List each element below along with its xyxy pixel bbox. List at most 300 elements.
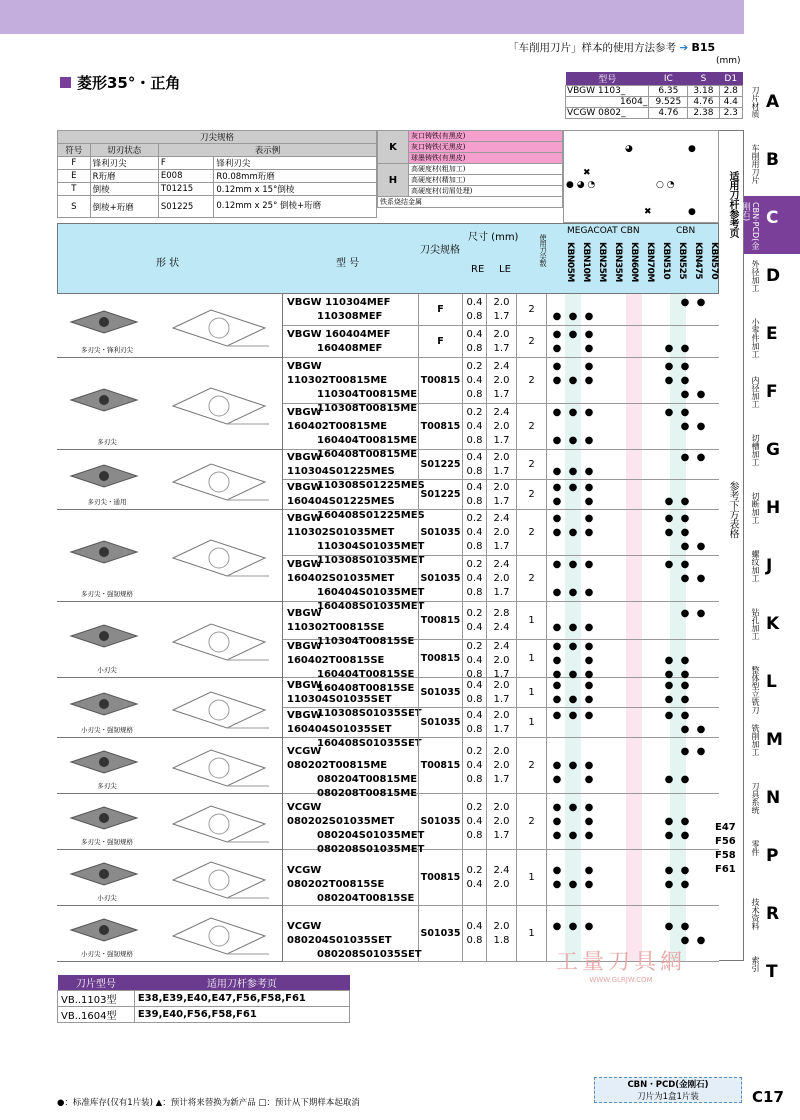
insert-drawing-icon bbox=[165, 528, 277, 580]
tab-label: 刀片材质 bbox=[751, 86, 760, 118]
stock-mark: ● bbox=[552, 435, 562, 446]
tip-code: T00815 bbox=[419, 738, 463, 793]
insert-photo-icon bbox=[69, 690, 139, 718]
use-count: 1 bbox=[517, 678, 547, 707]
stock-mark: ● bbox=[680, 541, 690, 552]
table-row bbox=[283, 556, 719, 612]
watermark: 工量刀具網 WWW.GLRJW.COM bbox=[555, 950, 686, 984]
le-cell: 2.4 2.0 1.7 bbox=[487, 510, 517, 555]
stock-mark: ● bbox=[680, 724, 690, 735]
stock-mark: ● bbox=[584, 760, 594, 771]
tab-label: 外径加工 bbox=[751, 260, 760, 292]
grade-marks bbox=[547, 850, 719, 905]
use-count: 2 bbox=[517, 794, 547, 849]
le-cell: 2.0 1.7 bbox=[487, 480, 517, 509]
tab-r[interactable] bbox=[744, 892, 800, 950]
tab-l[interactable] bbox=[744, 660, 800, 718]
stock-mark: ● bbox=[584, 694, 594, 705]
tip-code: T00815 bbox=[419, 358, 463, 403]
re-cell: 0.4 0.8 bbox=[463, 906, 487, 961]
stock-mark: ● bbox=[568, 527, 578, 538]
tip-code: S01035 bbox=[419, 794, 463, 849]
model-cell bbox=[283, 678, 422, 719]
re-cell: 0.2 0.4 0.8 bbox=[463, 510, 487, 555]
grade-marks bbox=[547, 602, 719, 639]
material-grade-grid bbox=[563, 130, 719, 223]
model-number: 160408S01035MET bbox=[317, 601, 425, 612]
stock-mark: ● bbox=[680, 496, 690, 507]
insert-photo-icon bbox=[69, 462, 139, 490]
tab-label: CBN·PCD(金刚石) bbox=[742, 202, 760, 250]
shape-block bbox=[57, 294, 719, 358]
stock-mark: ● bbox=[664, 710, 674, 721]
use-count: 1 bbox=[517, 906, 547, 961]
stock-mark: ● bbox=[552, 407, 562, 418]
tab-h[interactable] bbox=[744, 486, 800, 544]
shape-block bbox=[57, 510, 719, 612]
model-number: 110308T00815ME bbox=[317, 403, 418, 414]
stock-mark: ● bbox=[664, 921, 674, 932]
grid-mark: ◕ bbox=[625, 144, 633, 154]
model-number: 160408T00815SE bbox=[317, 683, 415, 694]
model-number: VBGW 160404S01035SET bbox=[287, 710, 392, 735]
model-number: 110308MEF bbox=[317, 311, 383, 322]
stock-mark: ● bbox=[680, 421, 690, 432]
tab-label: 切断加工 bbox=[751, 492, 760, 524]
stock-mark: ● bbox=[680, 452, 690, 463]
stock-mark: ● bbox=[584, 802, 594, 813]
shape-label: 小刃尖・强韧规格 bbox=[81, 726, 133, 734]
grid-mark: ● ◕ ◔ bbox=[566, 180, 596, 190]
insert-drawing-icon bbox=[165, 452, 277, 504]
le-cell: 2.0 1.7 bbox=[487, 678, 517, 707]
stock-mark: ● bbox=[584, 641, 594, 652]
tab-letter: F bbox=[766, 382, 778, 402]
stock-mark: ● bbox=[680, 407, 690, 418]
stock-mark: ● bbox=[680, 389, 690, 400]
use-count: 2 bbox=[517, 510, 547, 555]
model-number: 160408MEF bbox=[317, 343, 383, 354]
stock-mark: ● bbox=[552, 311, 562, 322]
model-number: VCGW 080202T00815ME bbox=[287, 746, 388, 771]
tab-letter: E bbox=[766, 324, 778, 344]
stock-mark: ● bbox=[552, 527, 562, 538]
insert-photo-icon bbox=[69, 748, 139, 776]
tab-c[interactable] bbox=[744, 196, 800, 254]
model-number: VBGW 160402T00815ME bbox=[287, 407, 388, 432]
insert-drawing-icon bbox=[165, 298, 277, 350]
tab-letter: G bbox=[766, 440, 780, 460]
table-row bbox=[283, 326, 719, 358]
stock-mark: ● bbox=[568, 760, 578, 771]
stock-mark: ● bbox=[584, 466, 594, 477]
tab-letter: T bbox=[766, 962, 778, 982]
grade-marks bbox=[547, 326, 719, 357]
stock-mark: ● bbox=[552, 496, 562, 507]
stock-mark: ● bbox=[568, 669, 578, 680]
stock-mark: ● bbox=[552, 802, 562, 813]
re-cell: 0.2 0.4 0.8 bbox=[463, 640, 487, 677]
stock-mark: ● bbox=[568, 641, 578, 652]
insert-photo-icon bbox=[69, 916, 139, 944]
tip-code: S01035 bbox=[419, 708, 463, 737]
model-number: 080204T00815SE bbox=[317, 893, 415, 904]
use-count: 1 bbox=[517, 640, 547, 677]
unit-label: (mm) bbox=[716, 56, 741, 66]
use-count: 2 bbox=[517, 450, 547, 479]
table-row bbox=[283, 480, 719, 521]
stock-mark: ● bbox=[664, 361, 674, 372]
model-number: VBGW 110304S01035SET bbox=[287, 680, 392, 705]
stock-mark: ● bbox=[552, 655, 562, 666]
tab-t[interactable] bbox=[744, 950, 800, 1008]
re-cell: 0.2 0.4 0.8 bbox=[463, 738, 487, 793]
stock-mark: ● bbox=[664, 655, 674, 666]
stock-mark: ● bbox=[552, 816, 562, 827]
table-row bbox=[283, 678, 719, 719]
le-cell: 2.0 1.8 bbox=[487, 906, 517, 961]
model-number: VBGW 110304S01225MES bbox=[287, 452, 395, 477]
tab-d[interactable] bbox=[744, 254, 800, 312]
stock-mark: ● bbox=[664, 694, 674, 705]
model-number: VCGW 080202S01035MET bbox=[287, 802, 395, 827]
insert-photo-icon bbox=[69, 538, 139, 566]
stock-mark: ● bbox=[680, 921, 690, 932]
tip-code: S01225 bbox=[419, 480, 463, 509]
material-table: K 灰口铸铁(有黑皮) 灰口铸铁(无黑皮) 球墨铸铁(有黑皮) H 高硬度材(粗加工) 高硬度材(精加工) 高硬度材(切屑处理) 铁系烧结金属 bbox=[377, 130, 563, 208]
stock-mark: ● bbox=[552, 375, 562, 386]
stock-mark: ● bbox=[584, 361, 594, 372]
tab-j[interactable] bbox=[744, 544, 800, 602]
tab-label: 切槽加工 bbox=[751, 434, 760, 466]
stock-mark: ● bbox=[696, 421, 706, 432]
grade-marks bbox=[547, 556, 719, 601]
holder-ref-column: 适用刀杆参考页 参考下方表格 E47 F56 F58 F61 bbox=[719, 130, 744, 961]
stock-mark: ● bbox=[552, 865, 562, 876]
stock-mark: ● bbox=[552, 587, 562, 598]
grade-marks bbox=[547, 480, 719, 509]
stock-mark: ● bbox=[680, 361, 690, 372]
table-row bbox=[283, 294, 719, 326]
stock-mark: ● bbox=[696, 389, 706, 400]
grade-marks bbox=[547, 294, 719, 325]
model-cell bbox=[283, 794, 425, 855]
re-cell: 0.4 0.8 bbox=[463, 450, 487, 479]
stock-mark: ● bbox=[680, 694, 690, 705]
stock-mark: ● bbox=[664, 879, 674, 890]
grid-mark: ✖ bbox=[644, 207, 652, 217]
stock-mark: ● bbox=[584, 816, 594, 827]
table-row bbox=[283, 708, 719, 749]
stock-mark: ● bbox=[552, 830, 562, 841]
model-cell bbox=[283, 738, 422, 799]
stock-mark: ● bbox=[584, 622, 594, 633]
model-cell bbox=[283, 850, 419, 905]
re-cell: 0.4 0.8 bbox=[463, 708, 487, 737]
tab-e[interactable] bbox=[744, 312, 800, 370]
stock-mark: ● bbox=[680, 774, 690, 785]
grid-mark: ✖ bbox=[583, 168, 591, 178]
le-cell: 2.0 1.7 bbox=[487, 326, 517, 357]
tip-code: S01035 bbox=[419, 906, 463, 961]
model-cell bbox=[283, 480, 425, 521]
shape-label: 多刃尖・通用 bbox=[87, 498, 127, 506]
table-row bbox=[283, 404, 719, 460]
stock-mark: ● bbox=[552, 680, 562, 691]
table-row bbox=[283, 794, 719, 855]
cbn-box: CBN・PCD(金刚石) 刀片为1盒1片装 bbox=[594, 1077, 742, 1103]
grade-marks bbox=[547, 510, 719, 555]
stock-mark: ● bbox=[552, 710, 562, 721]
stock-mark: ● bbox=[664, 513, 674, 524]
stock-mark: ● bbox=[552, 361, 562, 372]
tip-code: T00815 bbox=[419, 404, 463, 449]
stock-mark: ● bbox=[584, 311, 594, 322]
stock-mark: ● bbox=[680, 830, 690, 841]
model-cell bbox=[283, 708, 422, 749]
stock-mark: ● bbox=[584, 921, 594, 932]
le-cell: 2.0 2.0 1.7 bbox=[487, 794, 517, 849]
page-title: 菱形35°・正角 bbox=[60, 72, 180, 93]
tip-code: F bbox=[419, 294, 463, 325]
model-cell bbox=[283, 404, 419, 460]
re-cell: 0.2 0.4 0.8 bbox=[463, 556, 487, 601]
square-icon bbox=[60, 77, 71, 88]
top-banner bbox=[0, 0, 744, 34]
stock-mark: ● bbox=[680, 746, 690, 757]
model-number: 080204S01035MET bbox=[317, 830, 425, 841]
tip-code: T00815 bbox=[419, 850, 463, 905]
model-number: VBGW 160404S01225MES bbox=[287, 482, 395, 507]
tab-letter: A bbox=[766, 92, 780, 112]
tab-label: 索引 bbox=[751, 956, 760, 972]
tab-f[interactable] bbox=[744, 370, 800, 428]
table-row bbox=[283, 450, 719, 491]
tab-label: 车削用刀片 bbox=[751, 144, 760, 184]
stock-mark: ● bbox=[568, 587, 578, 598]
tab-g[interactable] bbox=[744, 428, 800, 486]
stock-mark: ● bbox=[664, 680, 674, 691]
stock-mark: ● bbox=[584, 879, 594, 890]
stock-mark: ● bbox=[664, 830, 674, 841]
stock-mark: ● bbox=[680, 608, 690, 619]
stock-mark: ● bbox=[680, 669, 690, 680]
shape-block bbox=[57, 738, 719, 799]
tab-label: 螺纹加工 bbox=[751, 550, 760, 582]
stock-mark: ● bbox=[568, 466, 578, 477]
stock-mark: ● bbox=[568, 921, 578, 932]
model-number: 110304T00815ME bbox=[317, 389, 418, 400]
stock-mark: ● bbox=[680, 573, 690, 584]
model-number: 080208T00815ME bbox=[317, 788, 418, 799]
model-number: VBGW 110304MEF bbox=[287, 297, 391, 308]
stock-mark: ● bbox=[584, 865, 594, 876]
stock-mark: ● bbox=[552, 760, 562, 771]
model-number: VBGW 110302S01035MET bbox=[287, 513, 395, 538]
grade-marks bbox=[547, 450, 719, 479]
stock-mark: ● bbox=[584, 710, 594, 721]
stock-mark: ● bbox=[552, 774, 562, 785]
tab-a[interactable] bbox=[744, 80, 800, 138]
use-count: 2 bbox=[517, 480, 547, 509]
stock-mark: ● bbox=[552, 921, 562, 932]
tab-letter: P bbox=[766, 846, 779, 866]
stock-mark: ● bbox=[552, 559, 562, 570]
tab-label: 内径加工 bbox=[751, 376, 760, 408]
stock-mark: ● bbox=[696, 724, 706, 735]
stock-mark: ● bbox=[584, 587, 594, 598]
model-number: 160404S01035MET bbox=[317, 587, 425, 598]
stock-mark: ● bbox=[568, 710, 578, 721]
model-number: VBGW 160402S01035MET bbox=[287, 559, 395, 584]
shape-label: 多刃尖・强韧规格 bbox=[81, 838, 133, 846]
tab-letter: M bbox=[766, 730, 783, 750]
model-number: VCGW 080204S01035SET bbox=[287, 921, 392, 946]
re-cell: 0.4 0.8 bbox=[463, 326, 487, 357]
tab-letter: L bbox=[766, 672, 777, 692]
stock-mark: ● bbox=[584, 329, 594, 340]
use-count: 2 bbox=[517, 294, 547, 325]
tab-k[interactable] bbox=[744, 602, 800, 660]
stock-mark: ● bbox=[680, 865, 690, 876]
stock-mark: ● bbox=[552, 641, 562, 652]
stock-mark: ● bbox=[584, 496, 594, 507]
stock-mark: ● bbox=[664, 343, 674, 354]
tab-p[interactable] bbox=[744, 834, 800, 892]
stock-mark: ● bbox=[568, 694, 578, 705]
stock-mark: ● bbox=[680, 375, 690, 386]
insert-photo-icon bbox=[69, 622, 139, 650]
tab-label: 铣削加工 bbox=[751, 724, 760, 756]
tab-label: 钻孔加工 bbox=[751, 608, 760, 640]
insert-drawing-icon bbox=[165, 850, 277, 902]
stock-mark: ● bbox=[568, 802, 578, 813]
stock-mark: ● bbox=[552, 694, 562, 705]
tab-label: 小零件加工 bbox=[751, 318, 760, 358]
stock-mark: ● bbox=[680, 655, 690, 666]
insert-photo-icon bbox=[69, 308, 139, 336]
stock-mark: ● bbox=[584, 375, 594, 386]
stock-mark: ● bbox=[680, 816, 690, 827]
stock-mark: ● bbox=[664, 816, 674, 827]
use-count: 1 bbox=[517, 708, 547, 737]
stock-mark: ● bbox=[680, 879, 690, 890]
grade-marks bbox=[547, 678, 719, 707]
stock-mark: ● bbox=[664, 496, 674, 507]
tab-letter: N bbox=[766, 788, 781, 808]
insert-drawing-icon bbox=[165, 738, 277, 790]
stock-mark: ● bbox=[552, 482, 562, 493]
stock-mark: ● bbox=[696, 746, 706, 757]
model-number: 160408S01225MES bbox=[317, 510, 425, 521]
tab-letter: K bbox=[766, 614, 780, 634]
tab-letter: C bbox=[766, 208, 779, 228]
tab-letter: R bbox=[766, 904, 780, 924]
stock-mark: ● bbox=[664, 527, 674, 538]
table-row bbox=[283, 738, 719, 799]
tab-m[interactable] bbox=[744, 718, 800, 776]
stock-mark: ● bbox=[568, 407, 578, 418]
arrow-icon: ➔ bbox=[679, 42, 689, 54]
stock-mark: ● bbox=[584, 482, 594, 493]
model-number: 110304T00815SE bbox=[317, 636, 415, 647]
model-cell bbox=[283, 510, 425, 566]
stock-mark: ● bbox=[664, 375, 674, 386]
grid-mark: ● bbox=[688, 144, 696, 154]
grid-mark: ○ ◔ bbox=[656, 180, 675, 190]
le-cell: 2.0 1.7 bbox=[487, 708, 517, 737]
model-cell bbox=[283, 555, 425, 612]
grade-marks bbox=[547, 404, 719, 449]
stock-mark: ● bbox=[696, 573, 706, 584]
model-cell bbox=[283, 358, 419, 414]
stock-mark: ● bbox=[568, 329, 578, 340]
stock-mark: ● bbox=[680, 710, 690, 721]
shape-block bbox=[57, 678, 719, 749]
stock-mark: ● bbox=[584, 527, 594, 538]
re-cell: 0.2 0.4 0.8 bbox=[463, 794, 487, 849]
tip-code: T00815 bbox=[419, 602, 463, 639]
stock-mark: ● bbox=[664, 669, 674, 680]
stock-mark: ● bbox=[552, 329, 562, 340]
stock-mark: ● bbox=[568, 375, 578, 386]
use-count: 2 bbox=[517, 326, 547, 357]
insert-drawing-icon bbox=[165, 794, 277, 846]
tip-code: S01035 bbox=[419, 556, 463, 601]
use-count: 2 bbox=[517, 358, 547, 403]
re-cell: 0.4 0.8 bbox=[463, 294, 487, 325]
model-cell bbox=[283, 601, 425, 647]
stock-mark: ● bbox=[584, 830, 594, 841]
insert-drawing-icon bbox=[165, 680, 277, 732]
tab-letter: B bbox=[766, 150, 779, 170]
re-cell: 0.2 0.4 bbox=[463, 602, 487, 639]
grade-marks bbox=[547, 708, 719, 737]
shape-block bbox=[57, 358, 719, 460]
tab-label: 零件 bbox=[751, 840, 760, 856]
model-cell bbox=[283, 326, 419, 357]
model-number: 160408S01035SET bbox=[317, 738, 422, 749]
stock-mark: ● bbox=[552, 669, 562, 680]
holder-ref-table: 刀片型号 适用刀杆参考页 VB..1103型 E38,E39,E40,E47,F56,F58,F61 VB..1604型 E39,E40,F56,F58,F61 bbox=[57, 975, 350, 1023]
tab-b[interactable] bbox=[744, 138, 800, 196]
reference-line: 「车削用刀片」样本的使用方法参考 ➔ B15 bbox=[508, 41, 716, 54]
le-cell: 2.0 1.7 bbox=[487, 450, 517, 479]
tab-label: 技术资料 bbox=[751, 898, 760, 930]
stock-mark: ● bbox=[568, 435, 578, 446]
use-count: 1 bbox=[517, 602, 547, 639]
re-cell: 0.4 0.8 bbox=[463, 480, 487, 509]
stock-mark: ● bbox=[680, 297, 690, 308]
legend: ●：标准库存(仅有1片装) ▲：预计将来替换为新产品 □：预计从下期样本起取消 bbox=[57, 1098, 360, 1108]
stock-mark: ● bbox=[568, 830, 578, 841]
table-header: 形 状 型 号 刀尖规格 尺寸 (mm) RE LE 使用刀尖数 MEGACOAT CBN CBN KBN05M KBN10M KBN25M KBN35M KBN60M KBN70M KBN510 KBN525 KBN475 KBN570 bbox=[57, 223, 719, 294]
page-number: C17 bbox=[752, 1088, 784, 1106]
model-number: 110304S01035MET bbox=[317, 541, 425, 552]
stock-mark: ● bbox=[552, 513, 562, 524]
tip-code: S01225 bbox=[419, 450, 463, 479]
model-number: 160404T00815ME bbox=[317, 435, 418, 446]
model-number: 080208S01035MET bbox=[317, 844, 425, 855]
model-number: 080204T00815ME bbox=[317, 774, 418, 785]
grade-marks bbox=[547, 794, 719, 849]
stock-mark: ● bbox=[664, 559, 674, 570]
table-row bbox=[283, 358, 719, 414]
stock-mark: ● bbox=[552, 343, 562, 354]
le-cell: 2.8 2.4 bbox=[487, 602, 517, 639]
tab-n[interactable] bbox=[744, 776, 800, 834]
shape-block bbox=[57, 794, 719, 855]
